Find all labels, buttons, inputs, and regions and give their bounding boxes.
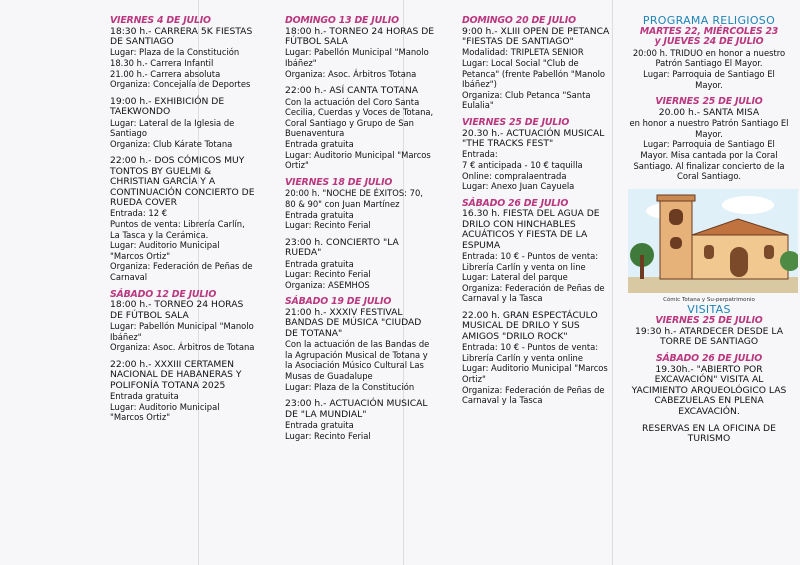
- column-4: [628, 16, 790, 452]
- fold-line: [612, 0, 613, 565]
- event-detail: Lugar: Recinto Ferial: [285, 269, 371, 280]
- event-detail: 18.30 h.- Carrera Infantil: [110, 58, 214, 68]
- event-date: SÁBADO 26 DE JULIO: [462, 197, 569, 209]
- event-detail: Con la actuación del Coro Santa Cecilia, Cuerdas y Voces de Totana, Coral Santiago y Grupo de San Buenaventura: [285, 96, 434, 139]
- event-block: [285, 27, 435, 80]
- event-block: [628, 365, 790, 417]
- column-2: [285, 16, 435, 448]
- event-detail: Lugar: Local Social "Club de Petanca" (frente Pabellón "Manolo Ibáñez"): [462, 58, 606, 90]
- event-date: SÁBADO 12 DE JULIO: [110, 288, 217, 300]
- event-block: [285, 188, 435, 230]
- event-block: [285, 308, 435, 392]
- event-detail: Organiza: Asoc. Árbitros Totana: [285, 68, 417, 79]
- illustration-caption: Cómic Totana y Su-perpatrimonio: [663, 296, 755, 303]
- event-detail: 7 € anticipada - 10 € taquilla: [462, 159, 583, 170]
- event-detail: Entrada gratuita: [285, 209, 354, 220]
- event-title: 20:00 h. "NOCHE DE ÉXITOS: 70, 80 & 90" con Juan Martínez: [285, 188, 423, 209]
- event-title: 20.00 h.- SANTA MISA: [658, 106, 760, 118]
- event-detail: Lugar: Anexo Juan Cayuela: [462, 181, 575, 192]
- event-date: VIERNES 25 DE JULIO: [655, 96, 763, 108]
- event-detail: Lugar: Lateral de la Iglesia de Santiago: [110, 117, 235, 139]
- event-detail: Lugar: Plaza de la Constitución: [285, 381, 415, 392]
- event-detail: Con la actuación de las Bandas de la Agrupación Musical de Totana y la Asociación Músico Cultural Las Musas de Guadalupe: [285, 339, 430, 381]
- event-title: 9:00 h.- XLIII OPEN DE PETANCA "FIESTAS DE SANTIAGO": [462, 25, 610, 47]
- event-title: 19:30 h.- ATARDECER DESDE LA TORRE DE SANTIAGO: [634, 325, 784, 347]
- event-title: 19:00 h.- EXHIBICIÓN DE TAEKWONDO: [110, 95, 225, 118]
- event-title: 23:00 h.- ACTUACIÓN MUSICAL DE "LA MUNDIAL": [285, 398, 428, 420]
- event-date: DOMINGO 20 DE JULIO: [462, 15, 576, 26]
- event-detail: Lugar: Recinto Ferial: [285, 430, 371, 441]
- event-block: [462, 129, 610, 192]
- event-detail: Lugar: Auditorio Municipal "Marcos Ortiz": [110, 401, 220, 423]
- event-date: DOMINGO 13 DE JULIO: [285, 15, 399, 26]
- event-date: SÁBADO 26 DE JULIO: [655, 353, 763, 365]
- church-icon: [628, 189, 798, 293]
- event-block: [110, 27, 255, 90]
- event-detail: Entrada: 10 € - Puntos de venta: Librería Carlín y venta on line: [462, 250, 599, 272]
- event-detail: Entrada gratuita: [285, 419, 354, 430]
- event-block: [628, 327, 790, 348]
- event-detail: Entrada gratuita: [285, 138, 354, 149]
- event-block: [110, 156, 255, 282]
- event-date: MARTES 22, MIÉRCOLES 23: [639, 25, 779, 37]
- event-block: [285, 86, 435, 171]
- event-detail: Modalidad: TRIPLETA SENIOR: [462, 47, 584, 58]
- event-block: [628, 108, 790, 182]
- event-detail: Lugar: Parroquia de Santiago El Mayor. Misa cantada por la Coral Santiago. Al finalizar concierto de la Coral Santiago.: [633, 139, 785, 182]
- event-detail: Entrada: 10 € - Puntos de venta: Librería Carlín y venta online: [462, 342, 599, 363]
- event-block: [110, 360, 255, 423]
- event-title: 21:00 h.- XXXIV FESTIVAL BANDAS DE MÚSICA "CIUDAD DE TOTANA": [285, 306, 422, 339]
- event-detail: Organiza: Federación de Peñas de Carnaval y la Tasca: [462, 282, 605, 304]
- event-block: [110, 97, 255, 150]
- event-title: 22:00 h.- XXXIII CERTAMEN NACIONAL DE HABANERAS Y POLIFONÍA TOTANA 2025: [110, 358, 242, 391]
- event-title: 18:00 h.- TORNEO 24 HORAS DE FÚTBOL SALA: [285, 25, 435, 47]
- event-detail: Lugar: Plaza de la Constitución: [110, 47, 240, 58]
- program-heading: PROGRAMA RELIGIOSO: [642, 14, 776, 27]
- event-detail: Organiza: Federación de Peñas de Carnaval y la Tasca: [462, 384, 605, 406]
- event-date: VIERNES 25 DE JULIO: [655, 314, 763, 326]
- event-title: 20.30 h.- ACTUACIÓN MUSICAL "THE TRACKS FEST": [462, 127, 605, 149]
- event-detail: Puntos de venta: Librería Carlín, La Tasca y la Cerámica.: [110, 219, 245, 240]
- event-date: y JUEVES 24 DE JULIO: [654, 36, 764, 48]
- event-date: VIERNES 4 DE JULIO: [110, 15, 211, 26]
- event-title: 22.00 h. GRAN ESPECTÁCULO MUSICAL DE DRILO Y SUS AMIGOS "DRILO ROCK": [462, 309, 598, 342]
- event-title: 22:00 h.- DOS CÓMICOS MUY TONTOS BY GUELMI & CHRISTIAN GARCÍA Y A CONTINUACIÓN CONCIERTO DE RUEDA COVER: [110, 155, 255, 208]
- event-title: 18:30 h.- CARRERA 5K FIESTAS DE SANTIAGO: [110, 25, 253, 47]
- event-detail: Organiza: Club Kárate Totana: [110, 138, 233, 149]
- event-title: 22:00 h.- ASÍ CANTA TOTANA: [285, 85, 418, 97]
- event-detail: en honor a nuestro Patrón Santiago El Mayor.: [629, 118, 789, 139]
- church-illustration: [628, 189, 798, 293]
- column-3: [462, 16, 610, 413]
- event-detail: Lugar: Auditorio Municipal "Marcos Ortiz": [110, 240, 220, 261]
- event-detail: Organiza: Concejalía de Deportes: [110, 79, 251, 90]
- event-title: 20:00 h. TRIDUO en honor a nuestro Patrón Santiago El Mayor.: [632, 47, 786, 69]
- event-date: VIERNES 18 DE JULIO: [285, 176, 393, 188]
- event-title: 23:00 h. CONCIERTO "LA RUEDA": [285, 236, 399, 259]
- event-block: [462, 311, 610, 406]
- event-title: 18:00 h.- TORNEO 24 HORAS DE FÚTBOL SALA: [110, 299, 244, 321]
- event-detail: Lugar: Lateral del parque: [462, 272, 568, 283]
- event-detail: Lugar: Auditorio Municipal "Marcos Ortiz": [285, 149, 431, 171]
- event-block: [285, 399, 435, 441]
- event-detail: Lugar: Pabellón Municipal "Manolo Ibáñez": [110, 320, 254, 342]
- column-1: [110, 16, 255, 430]
- event-block: [285, 238, 435, 291]
- event-detail: Lugar: Pabellón Municipal "Manolo Ibáñez": [285, 47, 429, 68]
- event-block: [628, 48, 790, 90]
- event-detail: Entrada: 12 €: [110, 208, 168, 219]
- event-block: [628, 424, 790, 445]
- event-detail: Organiza: ASEMHOS: [285, 279, 370, 290]
- event-block: [110, 300, 255, 353]
- event-detail: Organiza: Club Petanca "Santa Eulalia": [462, 89, 591, 111]
- event-date: VIERNES 25 DE JULIO: [462, 116, 570, 128]
- visits-heading: VISITAS: [687, 303, 731, 317]
- event-detail: Lugar: Recinto Ferial: [285, 220, 371, 231]
- event-title: 19.30h.- "ABIERTO POR EXCAVACIÓN" VISITA AL YACIMIENTO ARQUEOLÓGICO LAS CABEZUELAS EN PLENA EXCAVACIÓN.: [631, 363, 787, 417]
- event-detail: Online: compralaentrada: [462, 170, 567, 181]
- event-detail: 21.00 h.- Carrera absoluta: [110, 68, 221, 79]
- event-date: SÁBADO 19 DE JULIO: [285, 296, 392, 308]
- event-detail: Entrada:: [462, 149, 498, 160]
- event-block: [462, 209, 610, 304]
- event-detail: Organiza: Asoc. Árbitros de Totana: [110, 342, 255, 353]
- reservations-note: RESERVAS EN LA OFICINA DE TURISMO: [642, 422, 776, 445]
- event-block: [462, 27, 610, 111]
- event-detail: Entrada gratuita: [110, 390, 179, 401]
- event-detail: Organiza: Federación de Peñas de Carnaval: [110, 261, 253, 282]
- event-title: 16.30 h. FIESTA DEL AGUA DE DRILO CON HINCHABLES ACUÁTICOS Y FIESTA DE LA ESPUMA: [462, 208, 600, 251]
- event-detail: Lugar: Auditorio Municipal "Marcos Ortiz": [462, 363, 608, 384]
- event-detail: Lugar: Parroquia de Santiago El Mayor.: [643, 68, 775, 90]
- event-detail: Entrada gratuita: [285, 258, 354, 269]
